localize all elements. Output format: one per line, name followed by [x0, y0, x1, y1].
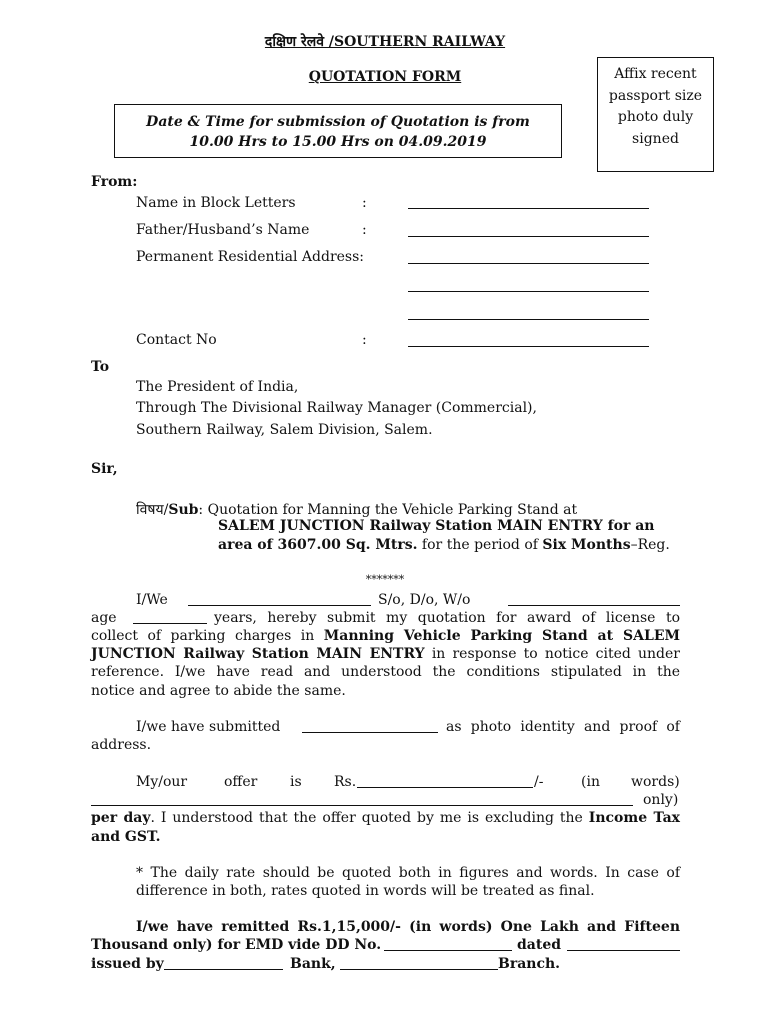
subject-text-1: : Quotation for Manning the Vehicle Parking Stand at — [198, 502, 578, 518]
photo-instruction: Affix recent passport size photo duly signed — [608, 66, 703, 147]
offer-word: offer — [224, 774, 258, 790]
para1-station-name: JUNCTION Railway Station MAIN ENTRY — [91, 646, 425, 662]
emd-dated-label: dated — [517, 937, 562, 953]
offer-words: words) — [631, 774, 680, 790]
submission-box — [114, 104, 562, 158]
issuing-bank-field[interactable] — [164, 969, 283, 970]
father-label: Father/Husband’s Name — [136, 222, 310, 238]
contact-field[interactable] — [408, 346, 649, 347]
subject-period-text: for the period of — [417, 537, 543, 553]
address-field-3[interactable] — [408, 319, 649, 320]
father-field[interactable] — [408, 236, 649, 237]
emd-line-1: I/we have remitted Rs.1,15,000/- (in words) One Lakh and Fifteen — [136, 919, 680, 935]
para1-line-6: notice and agree to abide the same. — [91, 683, 346, 699]
subject-area: area of 3607.00 Sq. Mtrs. — [218, 537, 418, 553]
contact-colon: : — [362, 332, 367, 348]
years-text: years, hereby submit my quotation for award of license to — [214, 610, 680, 626]
subject-reg: –Reg. — [630, 537, 670, 553]
from-label: From: — [91, 174, 138, 190]
para2-line-2: address. — [91, 737, 152, 753]
offer-per-day: per day — [91, 810, 151, 826]
to-line-2: Through The Divisional Railway Manager (Commercial), — [136, 400, 537, 416]
offer-understood-text: . I understood that the offer quoted by me is excluding the — [150, 810, 589, 826]
para1-line-3 — [91, 628, 680, 644]
para1-line-5: reference. I/we have read and understood the conditions stipulated in the — [91, 664, 680, 680]
to-line-3: Southern Railway, Salem Division, Salem. — [136, 422, 433, 438]
offer-is: is — [290, 774, 302, 790]
submission-line-1: Date & Time for submission of Quotation is from — [146, 114, 530, 130]
dd-date-field[interactable] — [567, 950, 680, 951]
photo-box — [597, 57, 714, 172]
dd-number-field[interactable] — [384, 950, 512, 951]
address-field-1[interactable] — [408, 263, 649, 264]
note-line-1: * The daily rate should be quoted both in figures and words. In case of — [136, 865, 680, 881]
emd-bank-label: Bank, — [290, 956, 336, 972]
offer-income-tax: Income Tax — [588, 810, 680, 826]
emd-dd-label: Thousand only) for EMD vide DD No. — [91, 937, 382, 953]
address-field-2[interactable] — [408, 291, 649, 292]
subject-prefix-hindi: विषय/ — [136, 502, 169, 518]
name-field[interactable] — [408, 208, 649, 209]
offer-words-field[interactable] — [91, 805, 633, 806]
offer-in: (in — [581, 774, 600, 790]
para1-line-4 — [91, 646, 680, 662]
name-colon: : — [362, 195, 367, 211]
subject-line-2: SALEM JUNCTION Railway Station MAIN ENTRY for an — [218, 518, 655, 534]
iwe-label: I/We — [136, 592, 168, 608]
contact-label: Contact No — [136, 332, 217, 348]
offer-rs: Rs. — [334, 774, 357, 790]
para1-stand-name: Manning Vehicle Parking Stand at SALEM — [323, 628, 680, 644]
para3-line-3 — [91, 810, 680, 826]
to-label: To — [91, 359, 110, 375]
offer-only: only) — [643, 792, 679, 808]
address-label: Permanent Residential Address: — [136, 249, 365, 265]
salutation: Sir, — [91, 461, 118, 477]
branch-field[interactable] — [340, 969, 498, 970]
subject-line-3 — [218, 537, 670, 553]
para1-collect-text: collect of parking charges in — [91, 628, 324, 644]
para1-response-text: in response to notice cited under — [424, 646, 680, 662]
offer-myour: My/our — [136, 774, 188, 790]
age-field[interactable] — [133, 623, 207, 624]
to-line-1: The President of India, — [136, 379, 299, 395]
separator-stars: ******* — [365, 573, 405, 586]
name-label: Name in Block Letters — [136, 195, 296, 211]
relation-name-field[interactable] — [508, 605, 680, 606]
father-colon: : — [362, 222, 367, 238]
applicant-name-field[interactable] — [188, 605, 371, 606]
offer-dash: /- — [534, 774, 544, 790]
photo-id-field[interactable] — [302, 732, 438, 733]
subject-duration: Six Months — [542, 537, 631, 553]
relation-label: S/o, D/o, W/o — [378, 592, 471, 608]
para2-end: as photo identity and proof of — [446, 719, 680, 735]
para2-start: I/we have submitted — [136, 719, 281, 735]
submission-line-2: 10.00 Hrs to 15.00 Hrs on 04.09.2019 — [189, 134, 487, 150]
railway-heading: दक्षिण रेलवे /SOUTHERN RAILWAY — [264, 34, 506, 50]
offer-gst: and GST. — [91, 829, 161, 845]
subject-line-1 — [136, 500, 577, 519]
age-label: age — [91, 610, 117, 626]
emd-issued-by: issued by — [91, 956, 164, 972]
form-title: QUOTATION FORM — [308, 69, 462, 85]
subject-prefix-sub: Sub — [168, 502, 199, 518]
emd-branch-label: Branch. — [498, 956, 561, 972]
offer-amount-field[interactable] — [357, 787, 533, 788]
note-line-2: difference in both, rates quoted in words will be treated as final. — [136, 883, 595, 899]
